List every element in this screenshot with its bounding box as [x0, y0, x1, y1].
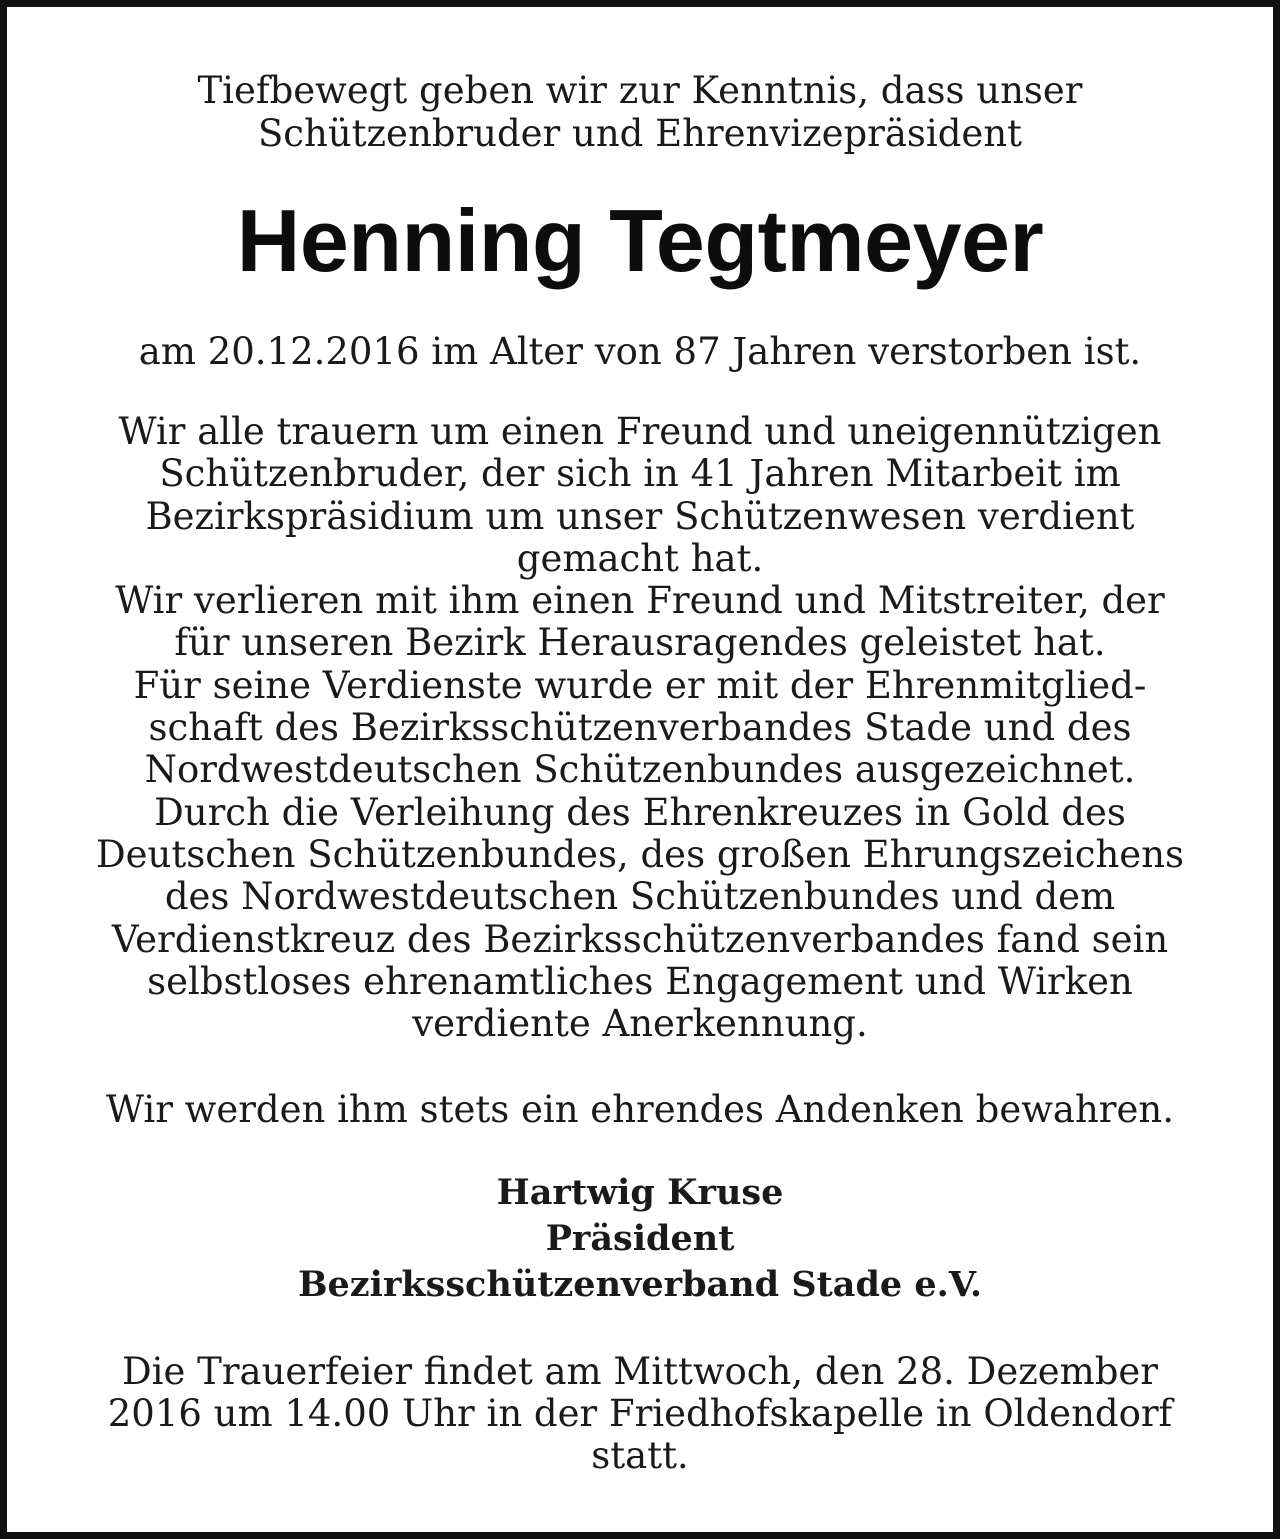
tribute-line: des Nordwestdeutschen Schützenbundes und dem	[164, 875, 1116, 919]
signatory-organization: Bezirksschützenverband Stade e.V.	[297, 1264, 983, 1305]
tribute-line: schaft des Bezirksschützenverbandes Stade und des	[148, 706, 1132, 750]
tribute-line: Verdienstkreuz des Bezirksschützenverbandes fand sein	[111, 917, 1169, 961]
tribute-line: Schützenbruder, der sich in 41 Jahren Mitarbeit im	[159, 452, 1121, 496]
tribute-line: gemacht hat.	[516, 536, 764, 580]
intro-line: Schützenbruder und Ehrenvizepräsident	[257, 112, 1023, 155]
funeral-info	[37, 1351, 1243, 1477]
signatory-name: Hartwig Kruse	[496, 1172, 784, 1213]
tribute-line: Nordwestdeutschen Schützenbundes ausgezeichnet.	[144, 748, 1136, 792]
closing-line: Wir werden ihm stets ein ehrendes Andenken bewahren.	[106, 1088, 1174, 1131]
signatory-title: Präsident	[545, 1218, 735, 1259]
funeral-line: Die Trauerfeier findet am Mittwoch, den 28. Dezember	[122, 1350, 1158, 1393]
tribute-line: Wir alle trauern um einen Freund und uneigennützigen	[118, 410, 1162, 453]
tribute-line: Durch die Verleihung des Ehrenkreuzes in Gold des	[154, 790, 1126, 834]
death-date-line: am 20.12.2016 im Alter von 87 Jahren verstorben ist.	[138, 330, 1142, 373]
tribute-line: selbstloses ehrenamtliches Engagement und Wirken	[147, 959, 1133, 1003]
intro-line: Tiefbewegt geben wir zur Kenntnis, dass unser	[197, 69, 1083, 112]
tribute-text	[37, 411, 1243, 1045]
tribute-line: Bezirkspräsidium um unser Schützenwesen verdient	[145, 494, 1135, 538]
funeral-line: statt.	[591, 1434, 689, 1477]
tribute-line: Für seine Verdienste wurde er mit der Ehrenmitglied-	[133, 663, 1147, 707]
tribute-line: Wir verlieren mit ihm einen Freund und Mitstreiter, der	[115, 579, 1165, 623]
tribute-line: für unseren Bezirk Herausragendes geleistet hat.	[174, 621, 1106, 665]
tribute-line: Deutschen Schützenbundes, des großen Ehrungszeichens	[95, 832, 1185, 876]
signature-block	[37, 1170, 1243, 1308]
deceased-name: Henning Tegtmeyer	[236, 191, 1044, 290]
tribute-line: verdiente Anerkennung.	[412, 1002, 868, 1046]
intro-text	[37, 69, 1243, 155]
funeral-line: 2016 um 14.00 Uhr in der Friedhofskapelle in Oldendorf	[107, 1392, 1173, 1435]
